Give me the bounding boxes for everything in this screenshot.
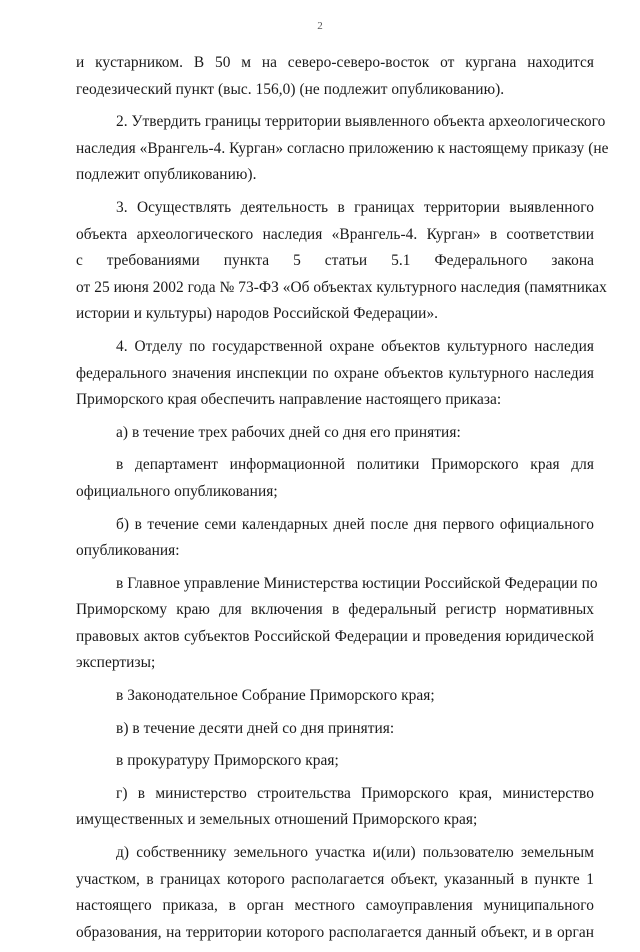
text-line: настоящего приказа, в орган местного самоуправления муниципального xyxy=(76,897,594,915)
paragraph xyxy=(76,781,594,834)
text-line: объекта археологического наследия «Врангель-4. Курган» в соответствии xyxy=(76,225,594,243)
text-line: истории и культуры) народов Российской Федерации». xyxy=(76,305,439,323)
text-line: 3. Осуществлять деятельность в границах территории выявленного xyxy=(116,198,594,216)
text-line: экспертизы; xyxy=(76,654,156,672)
text-line: наследия «Врангель-4. Курган» согласно приложению к настоящему приказу (не xyxy=(76,139,609,157)
paragraph xyxy=(76,840,594,946)
text-line: от 25 июня 2002 года № 73-ФЗ «Об объектах культурного наследия (памятниках xyxy=(76,278,607,296)
text-line: Приморского края обеспечить направление настоящего приказа: xyxy=(76,391,502,409)
paragraph xyxy=(76,334,594,414)
text-line: геодезический пункт (выс. 156,0) (не подлежит опубликованию). xyxy=(76,80,505,98)
document-body xyxy=(76,50,609,952)
paragraph xyxy=(76,748,594,775)
text-line: в прокуратуру Приморского края; xyxy=(116,752,339,770)
paragraph xyxy=(76,420,594,447)
text-line: 2. Утвердить границы территории выявленного объекта археологического xyxy=(116,113,606,131)
text-line: б) в течение семи календарных дней после дня первого официального xyxy=(116,515,594,533)
paragraph xyxy=(76,512,594,565)
text-line: в департамент информационной политики Приморского края для xyxy=(116,456,594,474)
paragraph xyxy=(76,50,594,103)
text-line: а) в течение трех рабочих дней со дня его принятия: xyxy=(116,423,461,441)
text-line: г) в министерство строительства Приморского края, министерство xyxy=(116,784,594,802)
text-line: подлежит опубликованию). xyxy=(76,166,257,184)
paragraph xyxy=(76,109,609,189)
text-line: правовых актов субъектов Российской Федерации и проведения юридической xyxy=(76,627,594,645)
text-line: 4. Отделу по государственной охране объектов культурного наследия xyxy=(116,337,594,355)
text-line: с требованиями пункта 5 статьи 5.1 Федерального закона xyxy=(76,252,594,270)
text-line: в Законодательное Собрание Приморского края; xyxy=(116,687,435,705)
text-line: опубликования: xyxy=(76,542,180,560)
paragraph xyxy=(76,452,594,505)
text-line: и кустарником. В 50 м на северо-северо-восток от кургана находится xyxy=(76,54,594,71)
page-number: 2 xyxy=(317,20,323,32)
paragraph xyxy=(76,571,598,677)
text-line: Приморскому краю для включения в федеральный регистр нормативных xyxy=(76,601,594,619)
paragraph xyxy=(76,195,607,328)
paragraph xyxy=(76,716,594,743)
paragraph xyxy=(76,683,594,710)
text-line: в Главное управление Министерства юстиции Российской Федерации по xyxy=(116,574,598,592)
text-line: участком, в границах которого располагается объект, указанный в пункте 1 xyxy=(76,870,594,888)
text-line: имущественных и земельных отношений Приморского края; xyxy=(76,811,478,829)
text-line: в) в течение десяти дней со дня принятия: xyxy=(116,719,395,737)
text-line: федерального значения инспекции по охране объектов культурного наследия xyxy=(76,364,594,382)
text-line: образования, на территории которого располагается данный объект, и в орган xyxy=(76,923,594,941)
text-line: официального опубликования; xyxy=(76,482,278,500)
text-line: д) собственнику земельного участка и(или) пользователю земельным xyxy=(116,844,594,862)
